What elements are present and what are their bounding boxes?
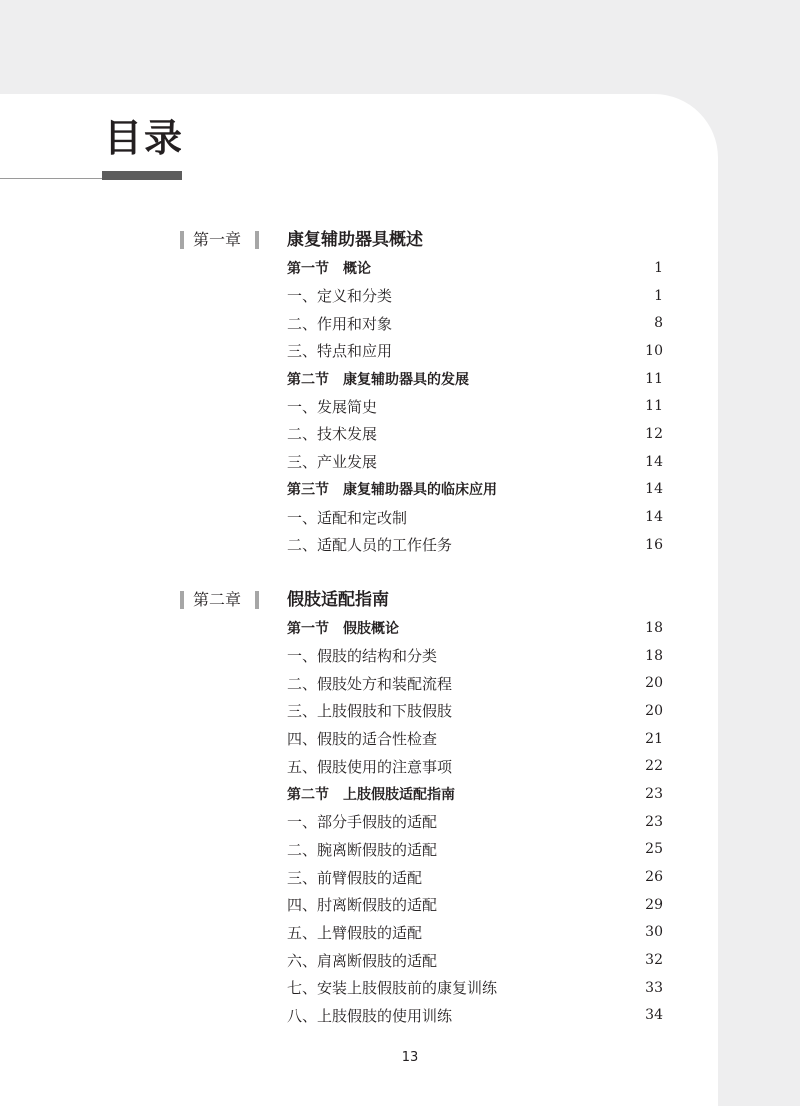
entry-title: 一、假肢的结构和分类 [287, 647, 438, 666]
entry-title: 四、肘离断假肢的适配 [287, 896, 438, 915]
entry-page-number: 11 [645, 370, 663, 387]
toc-subsection-entry[interactable] [287, 697, 663, 725]
entry-title: 一、部分手假肢的适配 [287, 813, 438, 832]
toc-section-entry[interactable] [287, 365, 663, 393]
entry-title: 二、腕离断假肢的适配 [287, 840, 438, 859]
entry-page-number: 34 [645, 1007, 663, 1024]
toc-subsection-entry[interactable] [287, 919, 663, 947]
entry-page-number: 20 [645, 675, 663, 692]
entry-page-number: 33 [645, 979, 663, 996]
toc-section-entry[interactable] [287, 780, 663, 808]
entry-title: 五、假肢使用的注意事项 [287, 757, 453, 776]
entry-page-number: 25 [645, 841, 663, 858]
toc-subsection-entry[interactable] [287, 863, 663, 891]
entry-page-number: 12 [645, 425, 663, 442]
entry-title: 二、假肢处方和装配流程 [287, 674, 453, 693]
toc-subsection-entry[interactable] [287, 669, 663, 697]
entry-page-number: 1 [654, 259, 663, 276]
chapter-label-left-bar [180, 231, 184, 249]
toc-subsection-entry[interactable] [287, 974, 663, 1002]
toc-subsection-entry[interactable] [287, 725, 663, 753]
title-rule [0, 178, 104, 179]
entry-page-number: 14 [645, 481, 663, 498]
entry-title: 三、前臂假肢的适配 [287, 868, 423, 887]
entry-title: 一、适配和定改制 [287, 508, 408, 527]
entry-title: 二、适配人员的工作任务 [287, 536, 453, 555]
entry-page-number: 29 [645, 896, 663, 913]
toc-subsection-entry[interactable] [287, 642, 663, 670]
entry-title: 六、肩离断假肢的适配 [287, 951, 438, 970]
entry-page-number: 14 [645, 509, 663, 526]
toc-subsection-entry[interactable] [287, 946, 663, 974]
toc-subsection-entry[interactable] [287, 836, 663, 864]
entry-page-number: 8 [654, 315, 663, 332]
page-number: 13 [401, 1050, 419, 1065]
entry-page-number: 11 [645, 398, 663, 415]
entry-title: 第二节 上肢假肢适配指南 [287, 786, 455, 803]
entry-title: 四、假肢的适合性检查 [287, 730, 438, 749]
page-title: 目录 [104, 116, 185, 160]
entry-title: 第一节 假肢概论 [287, 620, 399, 637]
chapter-label-right-bar [255, 591, 259, 609]
entry-page-number: 21 [645, 730, 663, 747]
toc-section-entry[interactable] [287, 476, 663, 504]
entry-title: 第三节 康复辅助器具的临床应用 [287, 482, 497, 499]
title-underline-bar [102, 171, 182, 180]
entry-page-number: 22 [645, 758, 663, 775]
entry-title: 三、特点和应用 [287, 342, 393, 361]
entry-page-number: 32 [645, 952, 663, 969]
chapter-label [180, 228, 260, 254]
toc-subsection-entry[interactable] [287, 282, 663, 310]
chapter-entries [287, 254, 663, 559]
toc-subsection-entry[interactable] [287, 503, 663, 531]
entry-page-number: 18 [645, 647, 663, 664]
entry-title: 一、发展简史 [287, 397, 378, 416]
entry-page-number: 30 [645, 924, 663, 941]
toc-subsection-entry[interactable] [287, 1002, 663, 1030]
entry-title: 第二节 康复辅助器具的发展 [287, 371, 469, 388]
entry-page-number: 14 [645, 453, 663, 470]
chapter-label-right-bar [255, 231, 259, 249]
entry-title: 三、产业发展 [287, 453, 378, 472]
toc-subsection-entry[interactable] [287, 337, 663, 365]
toc-subsection-entry[interactable] [287, 752, 663, 780]
toc-subsection-entry[interactable] [287, 808, 663, 836]
entry-page-number: 23 [645, 785, 663, 802]
entry-page-number: 23 [645, 813, 663, 830]
chapter-entries [287, 614, 663, 1029]
entry-page-number: 10 [645, 342, 663, 359]
entry-title: 第一节 概论 [287, 260, 371, 277]
entry-page-number: 20 [645, 702, 663, 719]
entry-page-number: 1 [654, 287, 663, 304]
entry-title: 八、上肢假肢的使用训练 [287, 1006, 453, 1025]
entry-title: 三、上肢假肢和下肢假肢 [287, 702, 453, 721]
chapter-title[interactable]: 假肢适配指南 [287, 590, 389, 610]
toc-subsection-entry[interactable] [287, 891, 663, 919]
entry-title: 二、作用和对象 [287, 314, 393, 333]
toc-subsection-entry[interactable] [287, 420, 663, 448]
page-sheet [0, 94, 718, 1106]
toc-subsection-entry[interactable] [287, 309, 663, 337]
chapter-label-left-bar [180, 591, 184, 609]
toc-subsection-entry[interactable] [287, 448, 663, 476]
chapter-title[interactable]: 康复辅助器具概述 [287, 230, 423, 250]
chapter-number: 第二章 [193, 590, 242, 609]
entry-title: 七、安装上肢假肢前的康复训练 [287, 979, 498, 998]
entry-page-number: 16 [645, 536, 663, 553]
entry-page-number: 26 [645, 869, 663, 886]
entry-page-number: 18 [645, 619, 663, 636]
entry-title: 一、定义和分类 [287, 287, 393, 306]
chapter-label [180, 588, 260, 614]
entry-title: 二、技术发展 [287, 425, 378, 444]
toc-section-entry[interactable] [287, 254, 663, 282]
toc-subsection-entry[interactable] [287, 531, 663, 559]
chapter-number: 第一章 [193, 230, 242, 249]
toc-subsection-entry[interactable] [287, 392, 663, 420]
toc-section-entry[interactable] [287, 614, 663, 642]
entry-title: 五、上臂假肢的适配 [287, 923, 423, 942]
